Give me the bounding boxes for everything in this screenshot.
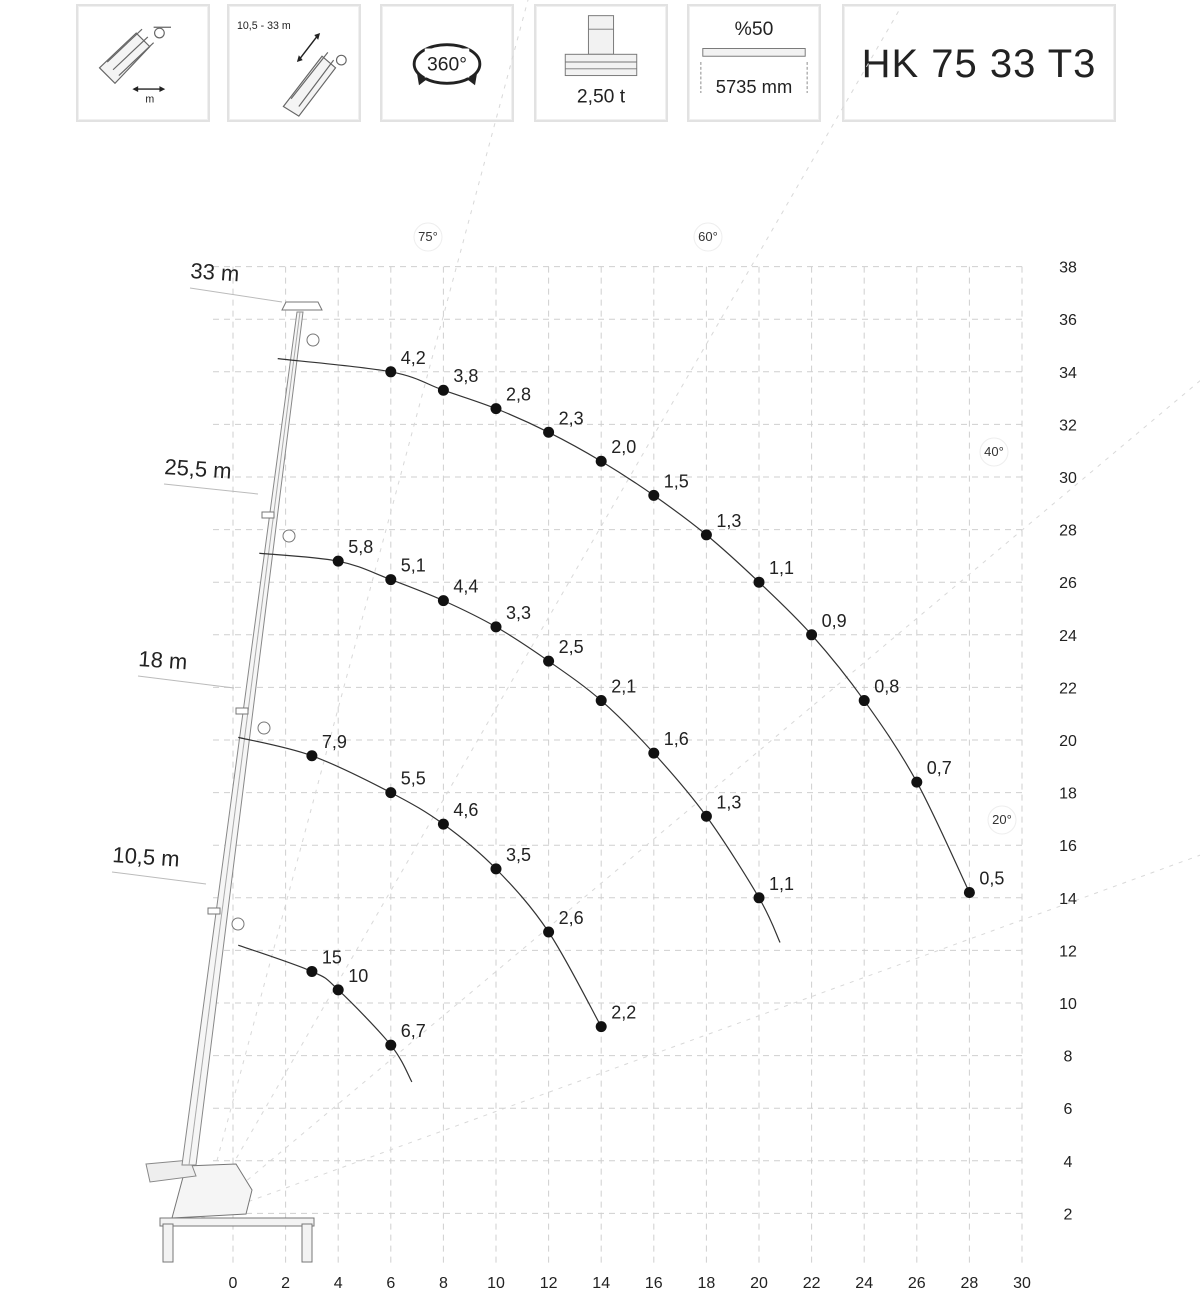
load-point [385, 574, 396, 585]
load-point [438, 819, 449, 830]
angle-label: 20° [992, 812, 1012, 827]
x-tick-label: 4 [333, 1275, 343, 1292]
x-tick-label: 8 [438, 1275, 448, 1292]
x-tick-label: 12 [539, 1275, 558, 1292]
crane-drawing [146, 302, 322, 1262]
load-label: 2,5 [558, 637, 584, 658]
platform-capacity-label: 2,50 t [576, 86, 626, 108]
y-tick-label: 24 [1059, 627, 1077, 645]
load-point [964, 887, 975, 898]
y-tick-label: 28 [1059, 522, 1077, 540]
x-tick-label: 26 [907, 1275, 926, 1292]
boom-label-leader [164, 484, 258, 494]
load-point [491, 403, 502, 414]
y-tick-label: 4 [1063, 1153, 1073, 1171]
y-tick-label: 10 [1059, 996, 1077, 1013]
load-points [306, 348, 1004, 1051]
load-point [648, 490, 659, 501]
x-tick-label: 14 [592, 1275, 611, 1292]
load-label: 3,5 [506, 844, 532, 865]
load-point [491, 621, 502, 632]
load-label: 4,6 [453, 800, 479, 821]
load-point [701, 811, 712, 822]
load-point [596, 1021, 607, 1032]
load-point [648, 748, 659, 759]
boom-label-leader [190, 288, 282, 302]
load-point [596, 695, 607, 706]
load-label: 3,3 [506, 602, 532, 623]
load-label: 10 [348, 965, 369, 986]
load-point [385, 1040, 396, 1051]
x-tick-label: 30 [1013, 1275, 1031, 1292]
angle-lines [201, 0, 1200, 1219]
y-tick-label: 34 [1059, 364, 1077, 382]
load-point [306, 750, 317, 761]
load-point [701, 529, 712, 540]
load-label: 1,3 [716, 792, 742, 813]
load-label: 5,8 [348, 537, 374, 558]
load-label: 2,6 [558, 907, 584, 928]
x-tick-label: 24 [855, 1275, 874, 1292]
boom-length-label: 25,5 m [163, 454, 233, 484]
y-tick-label: 6 [1063, 1101, 1073, 1119]
angle-label: 40° [984, 444, 1004, 459]
x-tick-label: 16 [644, 1275, 663, 1292]
x-tick-label: 0 [228, 1275, 238, 1292]
load-label: 2,8 [506, 384, 532, 405]
angle-label: 75° [418, 229, 438, 244]
load-label: 3,8 [453, 366, 479, 387]
load-point [806, 629, 817, 640]
load-label: 0,8 [874, 676, 900, 697]
load-label: 4,2 [400, 347, 426, 368]
y-tick-label: 18 [1059, 785, 1077, 803]
x-tick-label: 10 [487, 1275, 505, 1292]
load-point [438, 595, 449, 606]
angle-line [201, 6, 901, 1218]
load-point [306, 966, 317, 977]
load-point [911, 777, 922, 788]
load-point [543, 926, 554, 937]
load-label: 15 [321, 947, 342, 968]
y-tick-label: 26 [1059, 575, 1077, 593]
load-label: 5,1 [400, 555, 426, 576]
boom-length-label: 10,5 m [111, 842, 181, 872]
load-label: 1,6 [663, 729, 689, 750]
y-tick-label: 20 [1059, 733, 1077, 750]
load-label: 1,1 [769, 873, 795, 894]
load-label: 4,4 [453, 576, 479, 597]
y-tick-label: 32 [1059, 417, 1077, 435]
boom-label-leader [138, 676, 234, 688]
y-tick-label: 8 [1063, 1048, 1073, 1066]
y-tick-label: 30 [1059, 470, 1077, 487]
load-point [385, 366, 396, 377]
load-point [333, 984, 344, 995]
load-label: 2,2 [611, 1002, 637, 1023]
load-label: 2,1 [611, 676, 637, 697]
load-label: 6,7 [400, 1021, 426, 1042]
slope-label: %50 [734, 18, 774, 40]
x-tick-label: 22 [802, 1275, 821, 1292]
angle-line [201, 319, 1200, 1219]
load-label: 0,5 [979, 868, 1005, 889]
load-label: 0,7 [926, 758, 952, 779]
y-tick-label: 22 [1059, 680, 1077, 698]
x-tick-label: 6 [386, 1275, 396, 1292]
boom-length-label: 33 m [189, 258, 241, 287]
angle-label: 60° [698, 229, 718, 244]
load-point [543, 656, 554, 667]
boom-length-labels [112, 258, 282, 884]
load-point [754, 577, 765, 588]
y-tick-label: 36 [1059, 312, 1077, 330]
boom-label-leader [112, 872, 206, 884]
load-point [596, 456, 607, 467]
outrigger-width-label: 5735 mm [715, 75, 793, 97]
load-point [491, 863, 502, 874]
load-point [859, 695, 870, 706]
boom-length-label: 18 m [137, 646, 189, 675]
y-tick-label: 12 [1059, 943, 1077, 961]
load-point [333, 556, 344, 567]
x-tick-label: 28 [960, 1275, 979, 1292]
load-label: 0,9 [821, 610, 847, 631]
rotation-label: 360° [427, 54, 467, 76]
y-tick-label: 38 [1059, 259, 1077, 277]
load-point [754, 892, 765, 903]
x-tick-label: 20 [750, 1275, 768, 1292]
model-name: HK 75 33 T3 [861, 42, 1097, 86]
x-tick-label: 2 [281, 1275, 291, 1292]
load-point [385, 787, 396, 798]
x-tick-label: 18 [697, 1275, 716, 1292]
load-label: 5,5 [400, 768, 426, 789]
load-label: 1,5 [663, 471, 689, 492]
y-tick-label: 2 [1063, 1206, 1073, 1224]
extension-range-label: 10,5 - 33 m [237, 20, 291, 33]
load-point [543, 427, 554, 438]
y-tick-label: 16 [1059, 838, 1077, 856]
load-point [438, 385, 449, 396]
y-tick-label: 14 [1059, 890, 1077, 908]
load-label: 2,0 [611, 437, 637, 458]
extension-unit-label: m [145, 93, 155, 106]
load-label: 1,3 [716, 510, 742, 531]
load-label: 7,9 [321, 731, 347, 752]
load-label: 1,1 [769, 558, 795, 579]
chart-grid [213, 267, 1022, 1266]
load-label: 2,3 [558, 408, 584, 429]
